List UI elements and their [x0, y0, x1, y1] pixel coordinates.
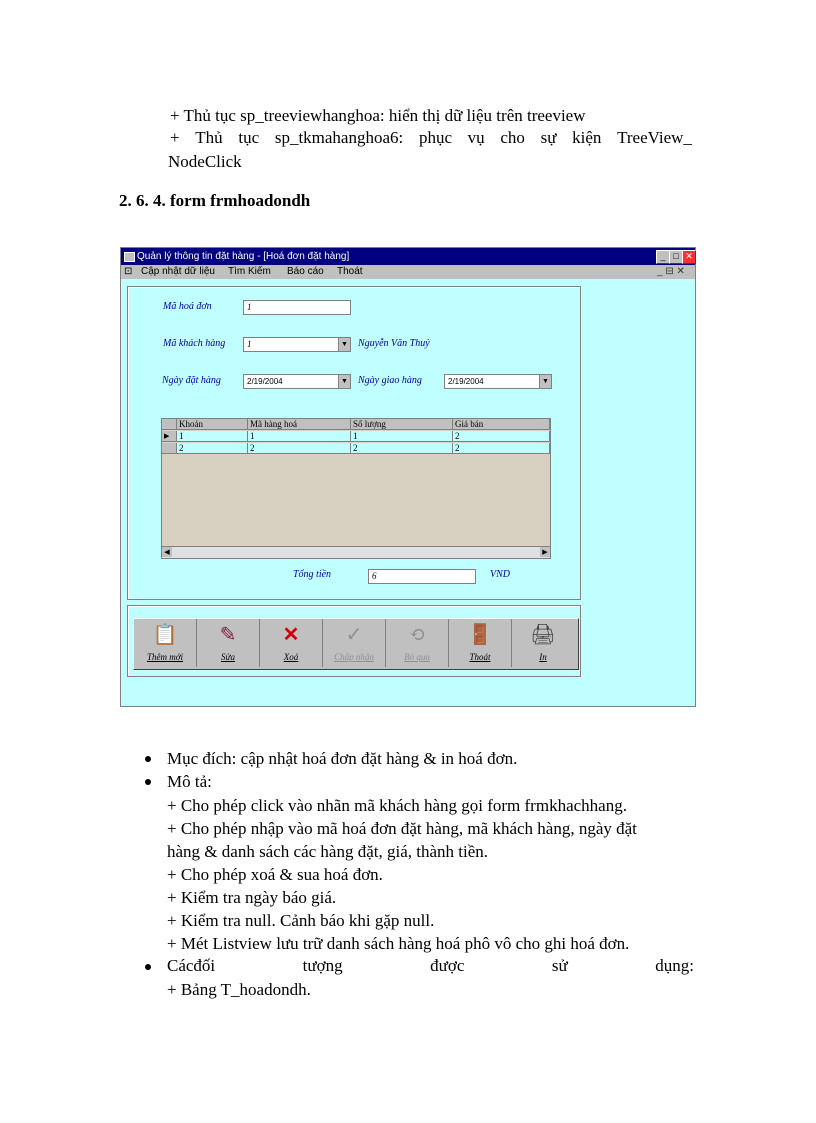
cell[interactable]: 2 [453, 431, 550, 442]
bang-line: + Bảng T_hoadondh. [167, 980, 311, 999]
menu-cap-nhat[interactable]: Cập nhật dữ liệu [141, 266, 215, 277]
bullet-icon [145, 964, 151, 970]
tong-tien-label: Tổng tiền [293, 569, 332, 580]
row-indicator: ▶ [162, 431, 177, 442]
chap-nhan-label: Chấp nhận [334, 652, 374, 662]
mo-ta-line: + Cho phép click vào nhãn mã khách hàng gọi form frmkhachhang. [167, 796, 627, 815]
mo-ta-line: + Cho phép xoá & sua hoá đơn. [167, 865, 383, 884]
bullet-doi-tuong [167, 956, 694, 976]
in-label: In [539, 652, 547, 662]
doi-tuong-word: tượng [302, 956, 343, 975]
ngay-giao-hang-value: 2/19/2004 [448, 377, 484, 386]
col-so-luong[interactable]: Số lượng [351, 419, 453, 430]
row-selector [162, 443, 177, 454]
exit-door-icon: 🚪 [467, 624, 493, 646]
in-button[interactable] [512, 619, 574, 667]
cell[interactable]: 1 [177, 431, 248, 442]
intro-word: kiện [572, 128, 602, 147]
ngay-dat-hang-value: 2/19/2004 [247, 377, 283, 386]
sua-button[interactable] [197, 619, 260, 667]
xoa-button[interactable] [260, 619, 323, 667]
printer-icon: 🖨 [530, 624, 556, 646]
chevron-down-icon[interactable]: ▼ [338, 375, 350, 388]
menu-bar [121, 265, 695, 279]
close-icon[interactable]: ✕ [682, 250, 696, 264]
ma-hoa-don-label: Mã hoá đơn [163, 301, 212, 312]
scroll-left-icon[interactable]: ◀ [162, 547, 172, 557]
ma-hoa-don-input[interactable] [243, 300, 351, 315]
doi-tuong-word: dụng: [655, 956, 694, 975]
doi-tuong-word: Cácđối [167, 956, 216, 975]
intro-word: phục [418, 128, 452, 147]
bullet-icon [145, 756, 151, 762]
col-gia-ban[interactable]: Giá bán [453, 419, 550, 430]
intro-line-2 [170, 128, 692, 148]
intro-line-1: + Thủ tục sp_treeviewhanghoa: hiển thị dữ liệu trên treeview [170, 106, 586, 125]
intro-word: sự [540, 128, 557, 147]
col-khoan[interactable]: Khoản [177, 419, 248, 430]
mo-ta-line: + Kiểm tra null. Cảnh báo khi gặp null. [167, 911, 435, 930]
menu-bao-cao[interactable]: Báo cáo [287, 266, 324, 277]
intro-word: vụ [467, 128, 485, 147]
menu-thoat[interactable]: Thoát [337, 266, 363, 277]
chevron-down-icon[interactable]: ▼ [539, 375, 551, 388]
grid-corner [162, 419, 177, 430]
ten-khach-hang: Nguyễn Văn Thuỷ [358, 338, 430, 349]
intro-line-3: NodeClick [168, 152, 242, 171]
thoat-label: Thoát [469, 652, 491, 662]
menu-doc-icon: ⊡ [124, 266, 133, 277]
ngay-dat-hang-label: Ngày đặt hàng [162, 375, 221, 386]
table-row[interactable] [162, 443, 550, 454]
intro-word: tục [238, 128, 260, 147]
currency-label: VND [490, 569, 510, 580]
col-ma-hang-hoa[interactable]: Mã hàng hoá [248, 419, 351, 430]
cell[interactable]: 2 [351, 443, 453, 454]
cell[interactable]: 2 [177, 443, 248, 454]
cell[interactable]: 1 [248, 431, 351, 442]
edit-icon: ✎ [219, 624, 237, 646]
ma-khach-hang-select[interactable] [243, 337, 351, 352]
doi-tuong-word: sử [551, 956, 568, 975]
accept-icon: ✓ [345, 624, 363, 646]
table-row[interactable] [162, 431, 550, 442]
scroll-right-icon[interactable]: ▶ [540, 547, 550, 557]
grid-header [162, 419, 550, 430]
tong-tien-input[interactable] [368, 569, 476, 584]
mo-ta-line: hàng & danh sách các hàng đặt, giá, thành tiền. [167, 842, 488, 861]
them-moi-button[interactable] [134, 619, 197, 667]
intro-word: cho [500, 128, 525, 147]
title-bar [121, 248, 695, 265]
mo-ta-line: + Kiểm tra ngày báo giá. [167, 888, 337, 907]
thoat-button[interactable] [449, 619, 512, 667]
intro-word: Thủ [195, 128, 223, 147]
chevron-down-icon[interactable]: ▼ [338, 338, 350, 351]
bo-qua-button[interactable] [386, 619, 449, 667]
delete-icon: ✕ [282, 624, 300, 646]
doi-tuong-word: được [430, 956, 465, 975]
sua-label: Sửa [221, 652, 235, 662]
maximize-icon[interactable]: □ [669, 250, 683, 264]
xoa-label: Xoá [283, 652, 299, 662]
skip-icon: ⟲ [408, 624, 426, 646]
mo-ta-line: + Mét Listview lưu trữ danh sách hàng hoá phô vô cho ghi hoá đơn. [167, 934, 630, 953]
intro-word: sp_tkmahanghoa6: [274, 128, 404, 147]
chap-nhan-button[interactable] [323, 619, 386, 667]
bullet-muc-dich: Mục đích: cập nhật hoá đơn đặt hàng & in hoá đơn. [167, 749, 518, 768]
bo-qua-label: Bỏ qua [404, 652, 430, 662]
section-heading: 2. 6. 4. form frmhoadondh [119, 191, 311, 210]
intro-word: + [170, 128, 180, 147]
tong-tien-value: 6 [372, 571, 377, 581]
bullet-icon [145, 779, 151, 785]
mdi-controls[interactable]: _ ⊟ ✕ [657, 266, 685, 277]
action-toolbar [133, 618, 579, 670]
order-items-grid[interactable] [161, 418, 551, 559]
minimize-icon[interactable]: _ [656, 250, 670, 264]
window-title: Quản lý thông tin đặt hàng - [Hoá đơn đặt hàng] [137, 251, 350, 262]
mo-ta-line: + Cho phép nhập vào mã hoá đơn đặt hàng, mã khách hàng, ngày đặt [167, 819, 637, 838]
cell[interactable]: 2 [453, 443, 550, 454]
intro-word: TreeView_ [617, 128, 692, 147]
ma-khach-hang-label[interactable]: Mã khách hàng [163, 338, 226, 349]
cell[interactable]: 1 [351, 431, 453, 442]
ngay-dat-hang-picker[interactable] [243, 374, 351, 389]
ma-khach-hang-value: 1 [247, 339, 252, 349]
them-moi-label: Thêm mới [146, 652, 184, 662]
bullet-mo-ta: Mô tả: [167, 772, 212, 791]
ngay-giao-hang-label: Ngày giao hàng [358, 375, 422, 386]
ngay-giao-hang-picker[interactable] [444, 374, 552, 389]
menu-tim-kiem[interactable]: Tìm Kiếm [228, 266, 271, 277]
cell[interactable]: 2 [248, 443, 351, 454]
app-icon [124, 252, 135, 262]
horizontal-scrollbar[interactable] [162, 546, 550, 558]
ma-hoa-don-value: 1 [247, 302, 252, 312]
new-record-icon: 📋 [152, 624, 178, 646]
